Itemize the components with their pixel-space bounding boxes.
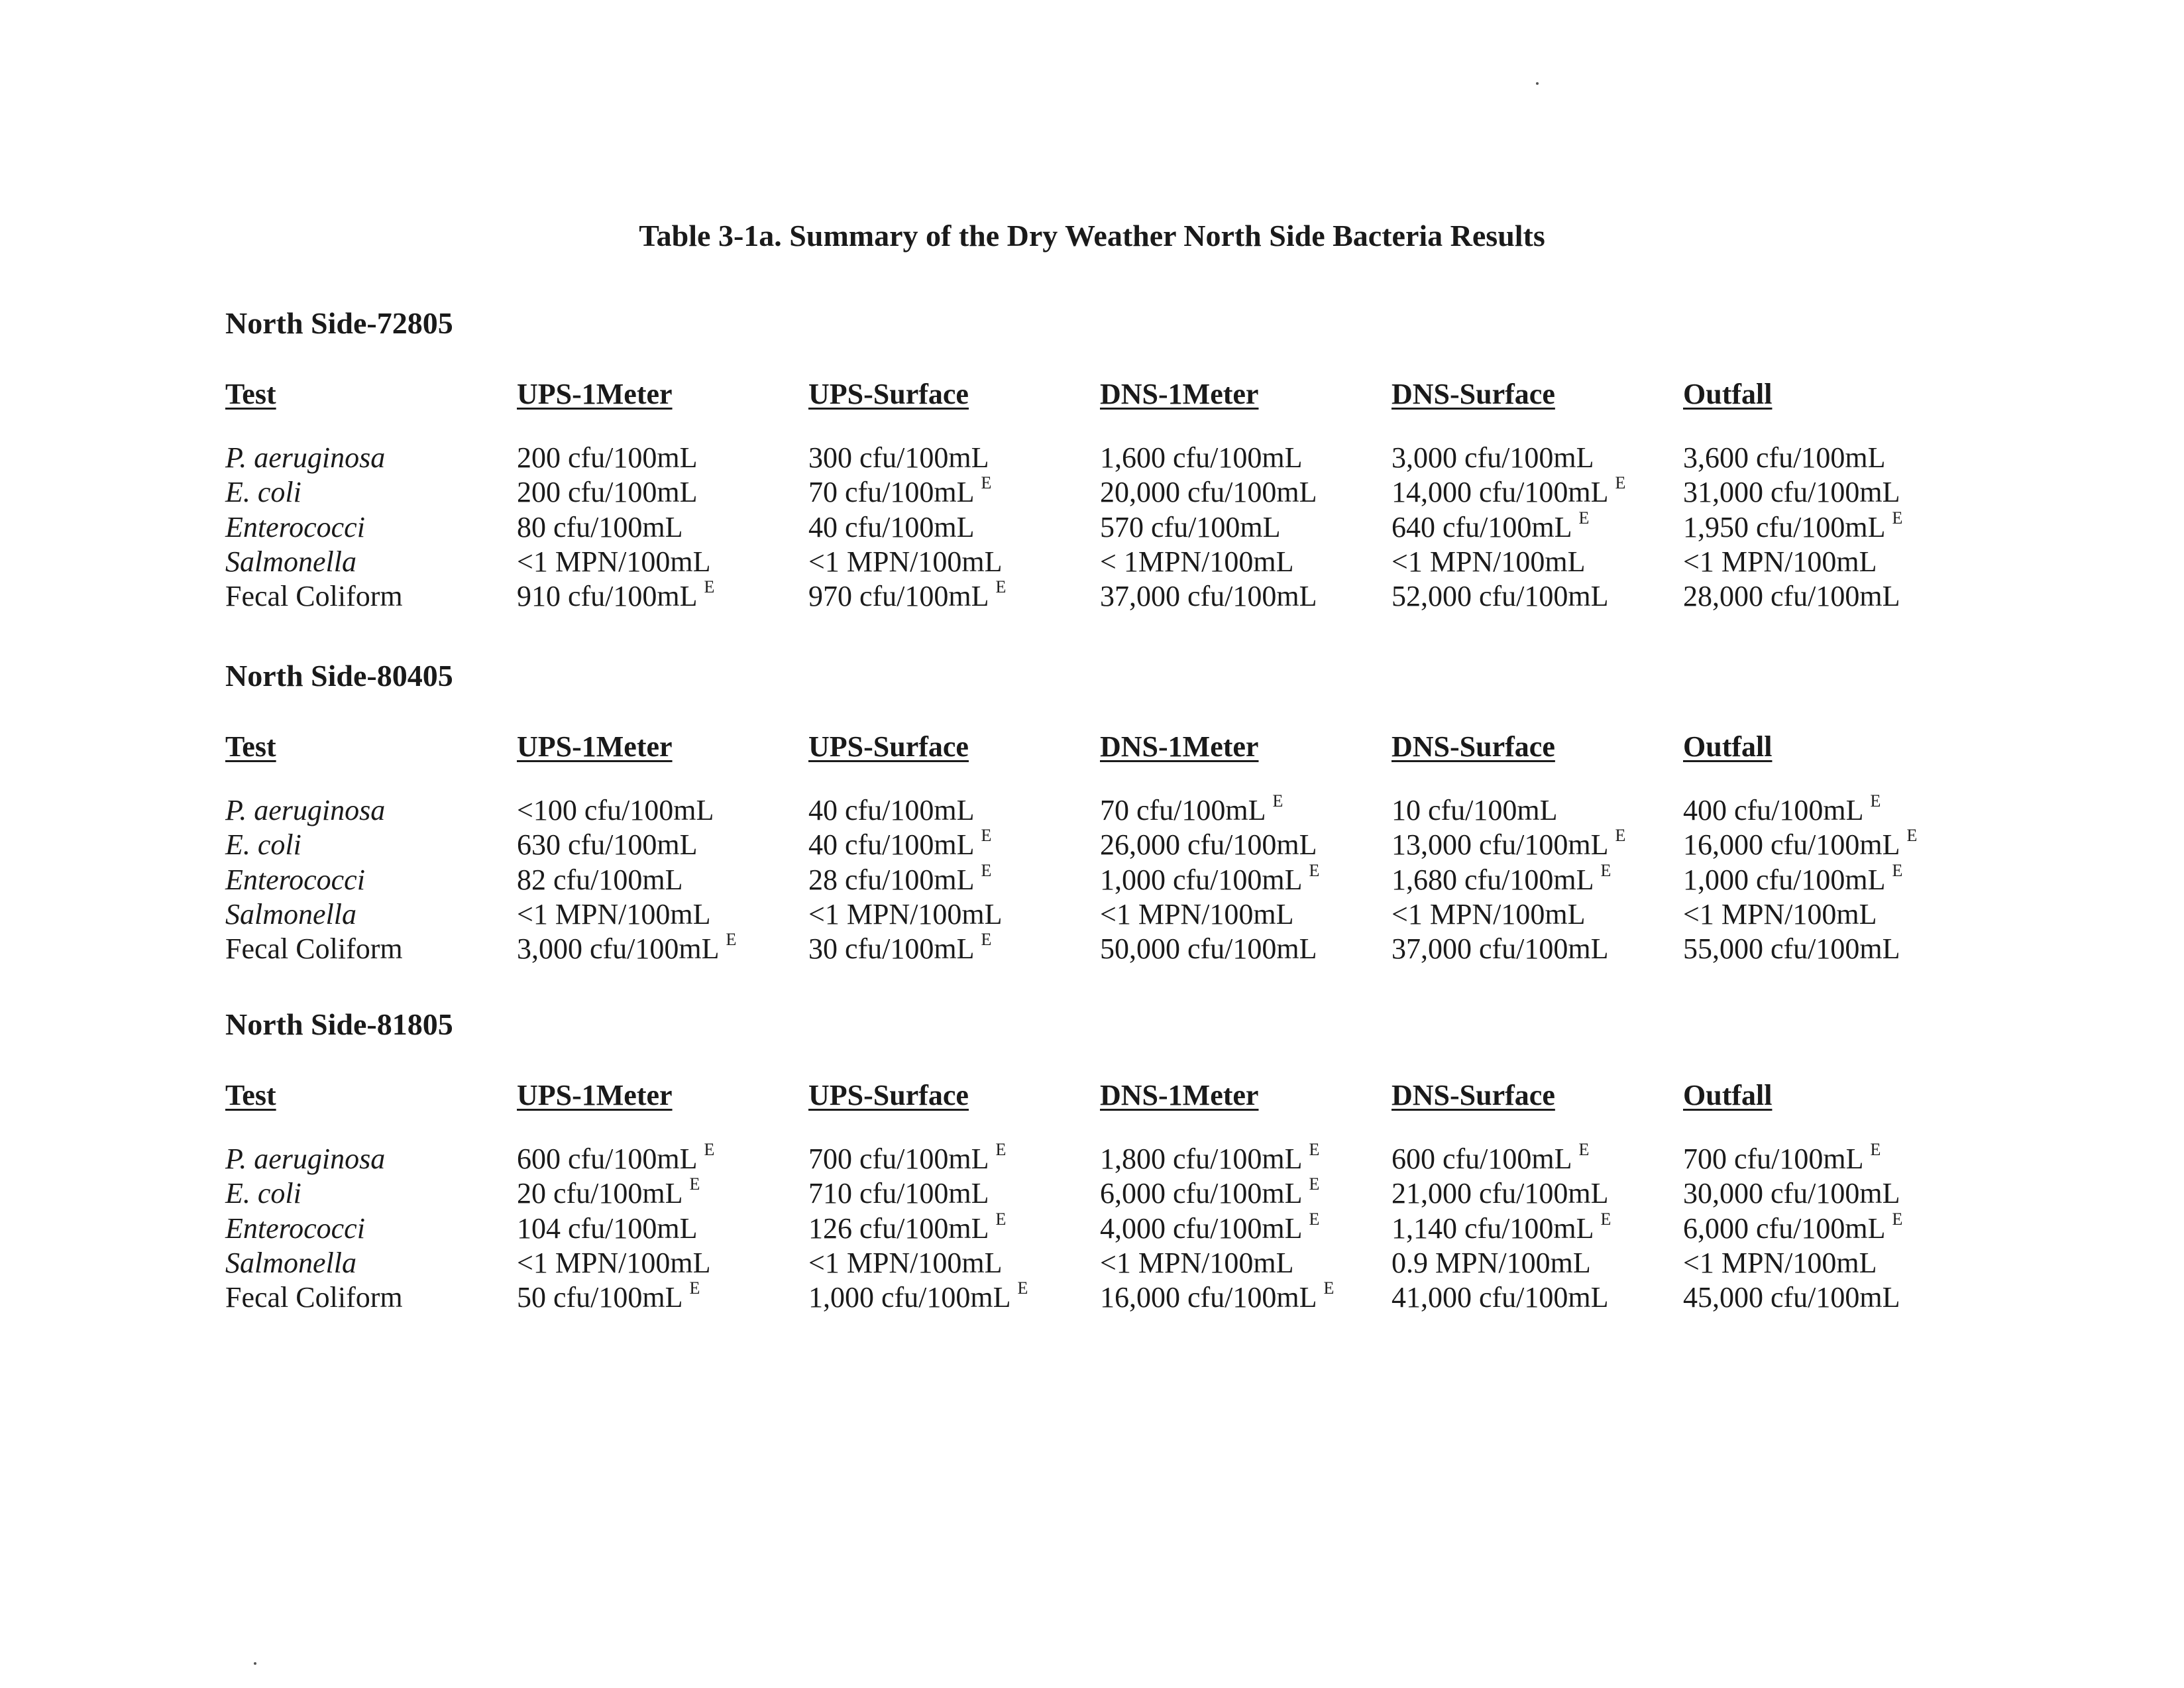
result-value: 570 cfu/100mL xyxy=(1100,511,1281,543)
result-cell xyxy=(517,579,714,614)
table-row xyxy=(225,579,1975,614)
column-header-outfall: Outfall xyxy=(1683,378,1773,410)
result-cell xyxy=(517,475,698,510)
result-cell xyxy=(1100,1176,1319,1211)
result-cell xyxy=(1100,1211,1319,1246)
result-value: < 1MPN/100mL xyxy=(1100,545,1294,578)
column-header-row xyxy=(225,728,1975,765)
result-value: 0.9 MPN/100mL xyxy=(1392,1247,1591,1279)
result-value: 20,000 cfu/100mL xyxy=(1100,476,1317,508)
result-cell xyxy=(1392,545,1586,579)
result-value: 82 cfu/100mL xyxy=(517,864,683,896)
result-cell xyxy=(1683,828,1917,862)
estimate-flag: E xyxy=(1323,1278,1335,1298)
result-value: 28 cfu/100mL xyxy=(808,864,975,896)
column-header-ups-surface: UPS-Surface xyxy=(808,378,969,410)
result-value: <1 MPN/100mL xyxy=(1392,898,1586,930)
column-header-test: Test xyxy=(225,1079,276,1111)
result-value: 30 cfu/100mL xyxy=(808,932,975,965)
result-cell xyxy=(1683,1246,1877,1280)
column-header-row xyxy=(225,376,1975,413)
result-cell xyxy=(1392,863,1611,897)
result-value: 300 cfu/100mL xyxy=(808,441,989,474)
result-value: 16,000 cfu/100mL xyxy=(1100,1281,1317,1314)
result-value: 700 cfu/100mL xyxy=(808,1143,989,1175)
test-name-cell: Salmonella xyxy=(225,1247,356,1279)
table-row xyxy=(225,1280,1975,1315)
result-value: <1 MPN/100mL xyxy=(808,545,1003,578)
result-value: 20 cfu/100mL xyxy=(517,1177,683,1210)
table-row xyxy=(225,863,1975,897)
test-name-cell: Enterococci xyxy=(225,864,365,896)
result-cell xyxy=(808,545,1003,579)
estimate-flag: E xyxy=(995,1140,1007,1159)
estimate-flag: E xyxy=(981,826,992,845)
result-cell xyxy=(1683,1211,1902,1246)
result-value: <1 MPN/100mL xyxy=(517,898,711,930)
table-title: Table 3-1a. Summary of the Dry Weather North Side Bacteria Results xyxy=(639,219,1545,253)
result-value: <1 MPN/100mL xyxy=(517,545,711,578)
result-value: 910 cfu/100mL xyxy=(517,580,698,612)
result-cell xyxy=(517,828,698,862)
column-header-row xyxy=(225,1077,1975,1114)
test-name-cell: Salmonella xyxy=(225,898,356,930)
column-header-test: Test xyxy=(225,378,276,410)
result-cell xyxy=(808,828,991,862)
column-header-dns-surface: DNS-Surface xyxy=(1392,1079,1555,1111)
result-cell xyxy=(1683,441,1886,475)
result-value: 45,000 cfu/100mL xyxy=(1683,1281,1900,1314)
section-title: North Side-72805 xyxy=(225,306,453,340)
result-cell xyxy=(1392,1142,1589,1176)
result-cell xyxy=(1683,793,1881,828)
result-cell xyxy=(517,545,711,579)
result-value: 14,000 cfu/100mL xyxy=(1392,476,1609,508)
scan-speck xyxy=(1536,82,1539,85)
test-name-cell: Fecal Coliform xyxy=(225,580,403,612)
result-value: 21,000 cfu/100mL xyxy=(1392,1177,1609,1210)
result-cell xyxy=(1392,475,1625,510)
column-header-ups-1meter: UPS-1Meter xyxy=(517,730,673,763)
test-name-cell: Fecal Coliform xyxy=(225,932,403,965)
result-cell xyxy=(517,1280,700,1315)
column-header-dns-1meter: DNS-1Meter xyxy=(1100,730,1259,763)
result-value: 1,950 cfu/100mL xyxy=(1683,511,1886,543)
result-value: 30,000 cfu/100mL xyxy=(1683,1177,1900,1210)
result-cell xyxy=(1683,897,1877,932)
result-cell xyxy=(1392,932,1609,966)
column-header-ups-surface: UPS-Surface xyxy=(808,730,969,763)
result-value: <1 MPN/100mL xyxy=(1683,898,1877,930)
test-name-cell: P. aeruginosa xyxy=(225,1143,386,1175)
result-cell xyxy=(517,1176,700,1211)
estimate-flag: E xyxy=(704,577,715,596)
estimate-flag: E xyxy=(995,1210,1007,1229)
result-cell xyxy=(1100,793,1283,828)
estimate-flag: E xyxy=(1870,1140,1881,1159)
estimate-flag: E xyxy=(1578,1140,1590,1159)
column-header-outfall: Outfall xyxy=(1683,730,1773,763)
table-row xyxy=(225,1142,1975,1176)
result-value: 970 cfu/100mL xyxy=(808,580,989,612)
table-row xyxy=(225,1211,1975,1246)
result-cell xyxy=(1392,1246,1591,1280)
result-value: 600 cfu/100mL xyxy=(517,1143,698,1175)
result-value: 1,000 cfu/100mL xyxy=(1100,864,1303,896)
test-name-cell: E. coli xyxy=(225,476,301,508)
result-value: 13,000 cfu/100mL xyxy=(1392,828,1609,861)
estimate-flag: E xyxy=(1309,861,1320,880)
estimate-flag: E xyxy=(1578,508,1590,528)
result-cell xyxy=(517,441,698,475)
result-cell xyxy=(1100,863,1319,897)
result-value: 200 cfu/100mL xyxy=(517,476,698,508)
result-value: 10 cfu/100mL xyxy=(1392,794,1558,826)
result-cell xyxy=(517,1142,714,1176)
result-value: <1 MPN/100mL xyxy=(1683,1247,1877,1279)
result-value: 41,000 cfu/100mL xyxy=(1392,1281,1609,1314)
column-header-dns-1meter: DNS-1Meter xyxy=(1100,378,1259,410)
result-value: 1,800 cfu/100mL xyxy=(1100,1143,1303,1175)
test-name-cell: Fecal Coliform xyxy=(225,1281,403,1314)
result-cell xyxy=(1392,579,1609,614)
result-cell xyxy=(1683,579,1900,614)
result-value: 200 cfu/100mL xyxy=(517,441,698,474)
result-cell xyxy=(1392,897,1586,932)
result-cell xyxy=(1100,1280,1334,1315)
estimate-flag: E xyxy=(1309,1174,1320,1194)
result-value: <1 MPN/100mL xyxy=(1100,1247,1294,1279)
result-cell xyxy=(517,863,683,897)
result-cell xyxy=(1100,579,1317,614)
scan-speck xyxy=(254,1662,256,1665)
test-name-cell: Enterococci xyxy=(225,511,365,543)
result-cell xyxy=(808,1246,1003,1280)
result-cell xyxy=(808,932,991,966)
estimate-flag: E xyxy=(1892,861,1903,880)
result-cell xyxy=(1392,1280,1609,1315)
result-value: 3,600 cfu/100mL xyxy=(1683,441,1886,474)
result-cell xyxy=(808,579,1006,614)
section-title: North Side-81805 xyxy=(225,1007,453,1041)
result-value: 1,000 cfu/100mL xyxy=(1683,864,1886,896)
result-cell xyxy=(1100,1246,1294,1280)
result-cell xyxy=(1392,510,1589,545)
result-cell xyxy=(1392,793,1558,828)
result-cell xyxy=(517,932,736,966)
result-cell xyxy=(808,441,989,475)
result-cell xyxy=(1683,932,1900,966)
result-value: 400 cfu/100mL xyxy=(1683,794,1864,826)
estimate-flag: E xyxy=(704,1140,715,1159)
result-cell xyxy=(1683,475,1900,510)
result-value: 1,140 cfu/100mL xyxy=(1392,1212,1594,1245)
result-value: <1 MPN/100mL xyxy=(1683,545,1877,578)
result-cell xyxy=(517,510,683,545)
result-value: 700 cfu/100mL xyxy=(1683,1143,1864,1175)
estimate-flag: E xyxy=(689,1174,700,1194)
test-name-cell: P. aeruginosa xyxy=(225,794,386,826)
estimate-flag: E xyxy=(981,930,992,949)
column-header-ups-1meter: UPS-1Meter xyxy=(517,1079,673,1111)
result-value: <1 MPN/100mL xyxy=(808,898,1003,930)
result-value: 1,000 cfu/100mL xyxy=(808,1281,1011,1314)
result-value: 6,000 cfu/100mL xyxy=(1100,1177,1303,1210)
column-header-dns-surface: DNS-Surface xyxy=(1392,730,1555,763)
result-cell xyxy=(808,897,1003,932)
table-row xyxy=(225,793,1975,828)
test-name-cell: E. coli xyxy=(225,828,301,861)
table-row xyxy=(225,475,1975,510)
result-cell xyxy=(1392,1176,1609,1211)
estimate-flag: E xyxy=(981,861,992,880)
result-value: 3,000 cfu/100mL xyxy=(1392,441,1594,474)
result-cell xyxy=(1683,1142,1881,1176)
column-header-outfall: Outfall xyxy=(1683,1079,1773,1111)
table-row xyxy=(225,897,1975,932)
test-name-cell: P. aeruginosa xyxy=(225,441,386,474)
result-value: 37,000 cfu/100mL xyxy=(1392,932,1609,965)
estimate-flag: E xyxy=(1892,508,1903,528)
result-value: <100 cfu/100mL xyxy=(517,794,714,826)
column-header-ups-surface: UPS-Surface xyxy=(808,1079,969,1111)
result-value: 40 cfu/100mL xyxy=(808,794,975,826)
result-cell xyxy=(517,1246,711,1280)
table-row xyxy=(225,545,1975,579)
result-cell xyxy=(808,1142,1006,1176)
result-value: 1,600 cfu/100mL xyxy=(1100,441,1303,474)
result-cell xyxy=(808,863,991,897)
estimate-flag: E xyxy=(995,577,1007,596)
table-row xyxy=(225,441,1975,475)
result-value: 70 cfu/100mL xyxy=(1100,794,1266,826)
result-value: 50,000 cfu/100mL xyxy=(1100,932,1317,965)
estimate-flag: E xyxy=(726,930,737,949)
result-cell xyxy=(1683,1176,1900,1211)
result-cell xyxy=(1683,545,1877,579)
column-header-dns-surface: DNS-Surface xyxy=(1392,378,1555,410)
column-header-test: Test xyxy=(225,730,276,763)
estimate-flag: E xyxy=(1017,1278,1028,1298)
result-value: <1 MPN/100mL xyxy=(1392,545,1586,578)
result-value: 31,000 cfu/100mL xyxy=(1683,476,1900,508)
column-header-ups-1meter: UPS-1Meter xyxy=(517,378,673,410)
estimate-flag: E xyxy=(1309,1140,1320,1159)
estimate-flag: E xyxy=(1870,791,1881,811)
result-value: 55,000 cfu/100mL xyxy=(1683,932,1900,965)
result-value: <1 MPN/100mL xyxy=(808,1247,1003,1279)
result-value: 630 cfu/100mL xyxy=(517,828,698,861)
result-value: 640 cfu/100mL xyxy=(1392,511,1572,543)
result-cell xyxy=(808,1176,989,1211)
table-row xyxy=(225,1246,1975,1280)
result-cell xyxy=(517,1211,698,1246)
result-cell xyxy=(1683,863,1902,897)
result-value: 16,000 cfu/100mL xyxy=(1683,828,1900,861)
result-value: 4,000 cfu/100mL xyxy=(1100,1212,1303,1245)
result-cell xyxy=(1683,510,1902,545)
column-header-dns-1meter: DNS-1Meter xyxy=(1100,1079,1259,1111)
test-name-cell: Enterococci xyxy=(225,1212,365,1245)
table-row xyxy=(225,932,1975,966)
result-cell xyxy=(1100,475,1317,510)
result-cell xyxy=(808,1280,1028,1315)
section-title: North Side-80405 xyxy=(225,659,453,693)
result-cell xyxy=(1100,932,1317,966)
result-cell xyxy=(808,475,991,510)
result-value: 710 cfu/100mL xyxy=(808,1177,989,1210)
result-cell xyxy=(808,510,975,545)
result-value: 52,000 cfu/100mL xyxy=(1392,580,1609,612)
estimate-flag: E xyxy=(1272,791,1283,811)
estimate-flag: E xyxy=(1600,861,1611,880)
result-value: 50 cfu/100mL xyxy=(517,1281,683,1314)
result-cell xyxy=(1683,1280,1900,1315)
table-row xyxy=(225,510,1975,545)
result-value: 37,000 cfu/100mL xyxy=(1100,580,1317,612)
result-value: 6,000 cfu/100mL xyxy=(1683,1212,1886,1245)
estimate-flag: E xyxy=(981,473,992,492)
result-cell xyxy=(517,897,711,932)
estimate-flag: E xyxy=(689,1278,700,1298)
result-cell xyxy=(517,793,714,828)
result-cell xyxy=(1100,441,1303,475)
result-value: 80 cfu/100mL xyxy=(517,511,683,543)
test-name-cell: Salmonella xyxy=(225,545,356,578)
test-name-cell: E. coli xyxy=(225,1177,301,1210)
result-cell xyxy=(1100,510,1281,545)
result-value: 126 cfu/100mL xyxy=(808,1212,989,1245)
result-cell xyxy=(1100,828,1317,862)
result-cell xyxy=(1392,828,1625,862)
result-cell xyxy=(1100,897,1294,932)
estimate-flag: E xyxy=(1309,1210,1320,1229)
result-cell xyxy=(808,793,975,828)
result-value: 40 cfu/100mL xyxy=(808,511,975,543)
result-cell xyxy=(1100,545,1294,579)
result-value: 600 cfu/100mL xyxy=(1392,1143,1572,1175)
result-value: <1 MPN/100mL xyxy=(517,1247,711,1279)
result-value: 3,000 cfu/100mL xyxy=(517,932,720,965)
result-value: 104 cfu/100mL xyxy=(517,1212,698,1245)
estimate-flag: E xyxy=(1906,826,1918,845)
result-value: 40 cfu/100mL xyxy=(808,828,975,861)
result-cell xyxy=(1392,1211,1611,1246)
estimate-flag: E xyxy=(1615,826,1626,845)
estimate-flag: E xyxy=(1615,473,1626,492)
result-cell xyxy=(1100,1142,1319,1176)
result-value: 70 cfu/100mL xyxy=(808,476,975,508)
result-value: 26,000 cfu/100mL xyxy=(1100,828,1317,861)
result-cell xyxy=(1392,441,1594,475)
result-value: 1,680 cfu/100mL xyxy=(1392,864,1594,896)
result-value: <1 MPN/100mL xyxy=(1100,898,1294,930)
estimate-flag: E xyxy=(1892,1210,1903,1229)
table-row xyxy=(225,828,1975,862)
result-cell xyxy=(808,1211,1006,1246)
table-row xyxy=(225,1176,1975,1211)
estimate-flag: E xyxy=(1600,1210,1611,1229)
result-value: 28,000 cfu/100mL xyxy=(1683,580,1900,612)
